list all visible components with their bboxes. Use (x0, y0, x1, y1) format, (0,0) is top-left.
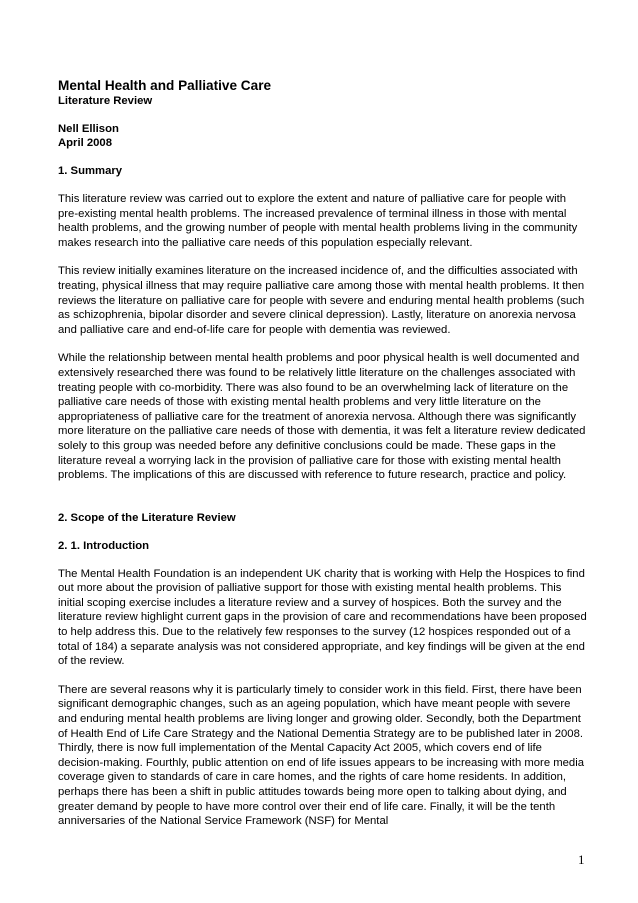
document-page (58, 78, 589, 843)
author-name: Nell Ellison (58, 123, 119, 135)
paragraph: The Mental Health Foundation is an independent UK charity that is working with Help the Hospices to find out more about the provision of palliative support for those with existing mental health problems. This initial scoping exercise includes a literature review and a survey of hospices. Both the survey and the literature review highlight current gaps in the provision of care and recommendations have been proposed to help address this. Due to the relatively few responses to the survey (12 hospices responded out of a total of 184) a separate analysis was not considered appropriate, and key findings will be given at the end of the review. (58, 567, 587, 668)
page-number: 1 (578, 852, 585, 867)
paragraph: There are several reasons why it is particularly timely to consider work in this field. First, there have been significant demographic changes, such as an ageing population, which have meant people with severe and enduring mental health problems are living longer and growing older. Secondly, both the Department of Health End of Life Care Strategy and the National Dementia Strategy are to be published later in 2008. Thirdly, there is now full implementation of the Mental Capacity Act 2005, which covers end of life decision-making. Fourthly, public attention on end of life issues appears to be increasing with more media coverage given to standards of care in care homes, and the rights of care home residents. In addition, perhaps there has been a shift in public attitudes towards being more open to talking about dying, and greater demand by people to have more control over their end of life care. Finally, it will be the tenth anniversaries of the National Service Framework (NSF) for Mental (58, 683, 585, 828)
paragraph: While the relationship between mental health problems and poor physical health is well documented and extensively researched there was found to be relatively little literature on the challenges associated with treating people with co-morbidity. There was also found to be an overwhelming lack of literature on the palliative care needs of those with existing mental health problems and very little literature on the appropriateness of palliative care for the treatment of anorexia nervosa. Although there was significantly more literature on the palliative care needs of those with dementia, it was felt a literature review dedicated solely to this group was needed before any definitive conclusions could be made. These gaps in the literature reveal a worrying lack in the provision of palliative care for those with existing mental health problems. The implications of this are discussed with reference to future research, practice and policy. (58, 352, 586, 482)
publication-date: April 2008 (58, 137, 113, 149)
document-title: Mental Health and Palliative Care (58, 78, 272, 93)
author-block (58, 122, 589, 150)
section-heading-summary: 1. Summary (58, 165, 123, 177)
paragraph: This review initially examines literature on the increased incidence of, and the difficulties associated with treating, physical illness that may require palliative care among those with mental health problems. It then reviews the literature on palliative care for people with severe and enduring mental health problems (such as schizophrenia, bipolar disorder and severe clinical depression). Lastly, literature on anorexia nervosa and palliative care and end-of-life care for people with dementia was reviewed. (58, 265, 585, 336)
section-heading-scope: 2. Scope of the Literature Review (58, 511, 236, 524)
paragraph: This literature review was carried out to explore the extent and nature of palliative care for people with pre-existing mental health problems. The increased prevalence of terminal illness in those with mental health problems, and the growing number of people with mental health problems living in the community makes research into the palliative care needs of this population especially relevant. (58, 193, 578, 249)
document-subtitle: Literature Review (58, 95, 153, 107)
subsection-heading-introduction: 2. 1. Introduction (58, 539, 150, 552)
